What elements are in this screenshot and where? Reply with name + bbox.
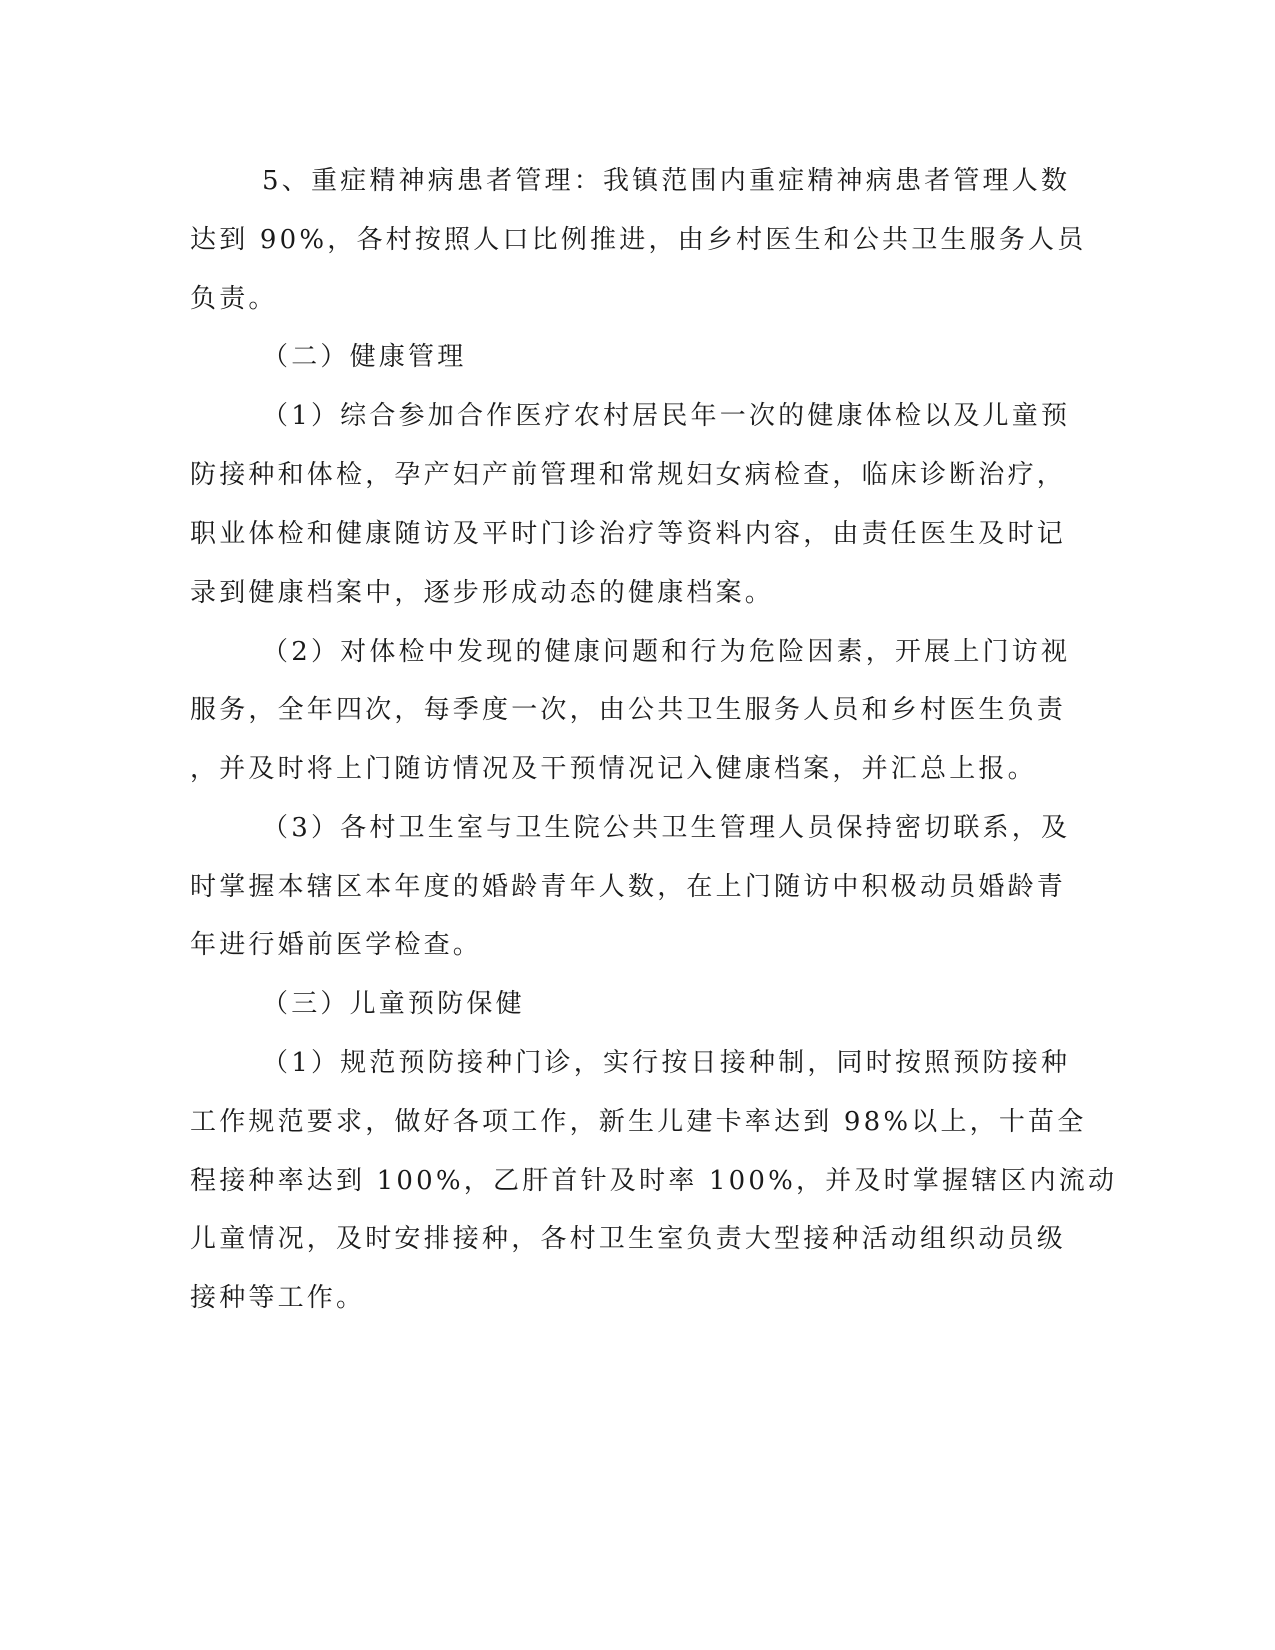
section-heading: （二）健康管理 (262, 342, 467, 372)
text-line: 5、重症精神病患者管理：我镇范围内重症精神病患者管理人数 (262, 166, 1071, 196)
text-line: 程接种率达到 100%，乙肝首针及时率 100%，并及时掌握辖区内流动 (190, 1166, 1118, 1196)
text-line: 时掌握本辖区本年度的婚龄青年人数，在上门随访中积极动员婚龄青 (190, 872, 1067, 902)
text-line: 防接种和体检，孕产妇产前管理和常规妇女病检查，临床诊断治疗， (190, 460, 1067, 490)
text-line: 年进行婚前医学检查。 (190, 930, 483, 960)
text-line: 儿童情况，及时安排接种，各村卫生室负责大型接种活动组织动员级 (190, 1224, 1067, 1254)
text-line: （1）规范预防接种门诊，实行按日接种制，同时按照预防接种 (262, 1048, 1071, 1078)
text-line: 职业体检和健康随访及平时门诊治疗等资料内容，由责任医生及时记 (190, 519, 1067, 549)
text-line: （3）各村卫生室与卫生院公共卫生管理人员保持密切联系，及 (262, 813, 1071, 843)
text-line: 负责。 (190, 284, 278, 314)
text-line: （2）对体检中发现的健康问题和行为危险因素，开展上门访视 (262, 637, 1071, 667)
text-line: 服务，全年四次，每季度一次，由公共卫生服务人员和乡村医生负责 (190, 695, 1067, 725)
text-line: ，并及时将上门随访情况及干预情况记入健康档案，并汇总上报。 (190, 754, 1037, 784)
text-line: （1）综合参加合作医疗农村居民年一次的健康体检以及儿童预 (262, 401, 1071, 431)
text-line: 录到健康档案中，逐步形成动态的健康档案。 (190, 578, 775, 608)
text-line: 工作规范要求，做好各项工作，新生儿建卡率达到 98%以上，十苗全 (190, 1107, 1087, 1137)
section-heading: （三）儿童预防保健 (262, 989, 525, 1019)
text-line: 达到 90%，各村按照人口比例推进，由乡村医生和公共卫生服务人员 (190, 225, 1087, 255)
text-line: 接种等工作。 (190, 1283, 366, 1313)
